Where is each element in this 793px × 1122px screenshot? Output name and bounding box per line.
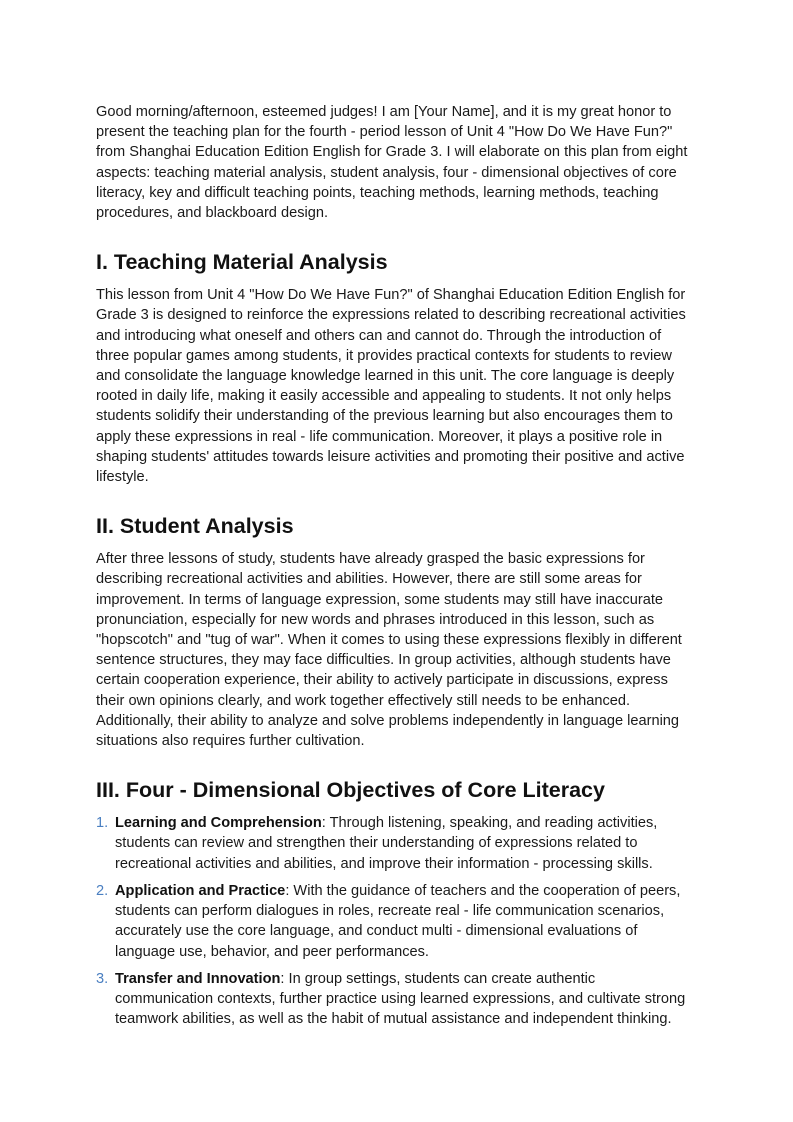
list-item-text: : In group settings, students can create authentic communication contexts, further practice using learned expressions, and cultivate strong teamwork abilities, as well as the habit of mutual assistance and independent thinking.: [115, 970, 686, 1028]
intro-paragraph: Good morning/afternoon, esteemed judges! I am [Your Name], and it is my great honor to present the teaching plan for the fourth - period lesson of Unit 4 "How Do We Have Fun?" from Shanghai Education Edition English for Grade 3. I will elaborate on this plan from eight aspects: teaching material analysis, student analysis, four - dimensional objectives of core literacy, key and difficult teaching points, teaching methods, learning methods, teaching procedures, and blackboard design.: [96, 104, 688, 222]
section-body-student-analysis: After three lessons of study, students have already grasped the basic expressions for describing recreational activities and abilities. However, there are still some areas for improvement. In terms of language expression, some students may still have inaccurate pronunciation, especially for new words and phrases introduced in this lesson, such as "hopscotch" and "tug of war". When it comes to using these expressions flexibly in different sentence structures, they may face difficulties. In group activities, although students have certain cooperation experience, their ability to actively participate in discussions, express their own opinions clearly, and work together effectively still needs to be enhanced. Additionally, their ability to analyze and solve problems independently in language learning situations also requires further cultivation.: [96, 551, 682, 750]
list-item-title: Learning and Comprehension: [115, 815, 322, 832]
list-item-text: : Through listening, speaking, and reading activities, students can review and strengthen their understanding of expressions related to recreational activities and abilities, and improve their information - processing skills.: [115, 815, 658, 872]
list-item: [96, 969, 696, 1030]
objectives-list: [96, 813, 696, 1029]
document-page: [96, 102, 696, 1036]
list-item-text: : With the guidance of teachers and the cooperation of peers, students can perform dialogues in roles, recreate real - life communication scenarios, accurately use the core language, and conduct multi - dimensional evaluations of language use, behavior, and peer performances.: [115, 882, 681, 960]
list-number: 3.: [96, 970, 109, 987]
list-item: [96, 813, 696, 874]
section-heading-teaching-material: I. Teaching Material Analysis: [96, 250, 388, 275]
section-heading-student-analysis: II. Student Analysis: [96, 514, 294, 539]
list-number: 2.: [96, 882, 109, 899]
list-item-title: Transfer and Innovation: [115, 970, 281, 987]
list-item-title: Application and Practice: [115, 882, 286, 899]
list-number: 1.: [96, 815, 109, 832]
list-item: [96, 881, 696, 962]
section-body-teaching-material: This lesson from Unit 4 "How Do We Have Fun?" of Shanghai Education Edition English for Grade 3 is designed to reinforce the expressions related to describing recreational activities and introducing what oneself and others can and cannot do. Through the introduction of three popular games among students, it provides practical contexts for students to review and consolidate the language knowledge learned in this unit. The core language is deeply rooted in daily life, making it easily accessible and appealing to students. It not only helps students solidify their understanding of the previous learning but also encourages them to apply these expressions in real - life communication. Moreover, it plays a positive role in shaping students' attitudes towards leisure activities and promoting their positive and active lifestyle.: [96, 287, 686, 486]
section-heading-objectives: III. Four - Dimensional Objectives of Core Literacy: [96, 778, 605, 803]
